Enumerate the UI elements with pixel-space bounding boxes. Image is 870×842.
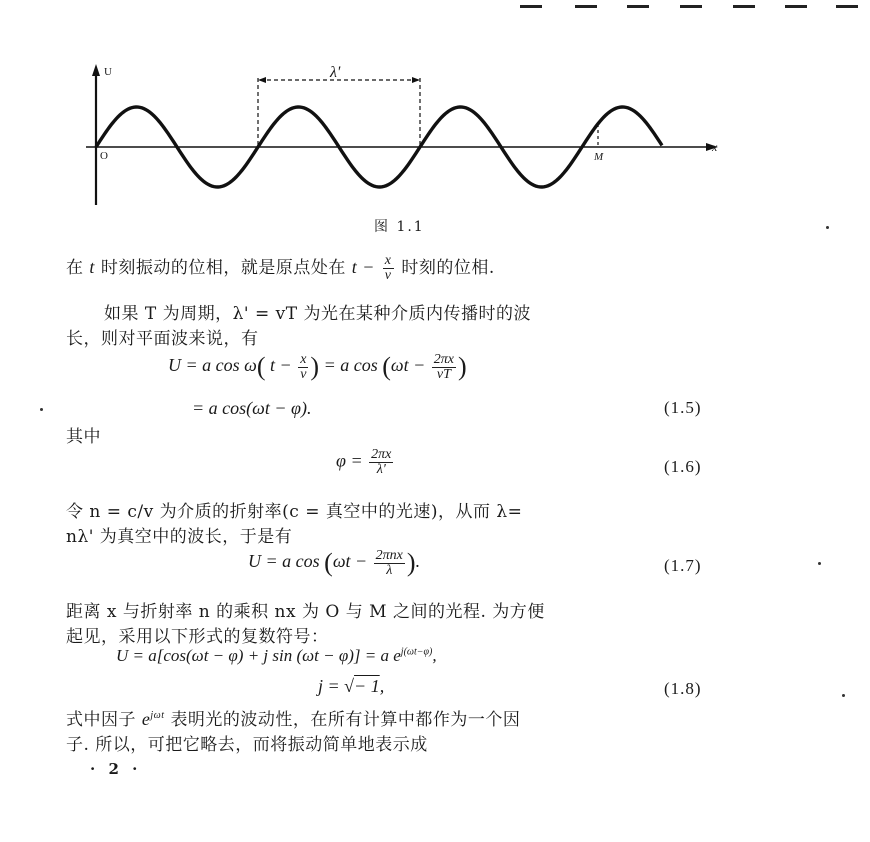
equation-1-8-number: (1.8): [664, 679, 702, 698]
para2-line1: 如果 T 为周期，λ' = vT 为光在某种介质内传播时的波: [104, 304, 531, 324]
para5-line2: 子. 所以，可把它略去，而将振动简单地表示成: [66, 735, 428, 755]
para2-line2: 长，则对平面波来说，有: [66, 329, 259, 349]
equation-1-7: U = a cos (ωt − $\frac{\text{2πnx}}{\lambda}$ ).: [248, 547, 421, 578]
equation-1-6-number: (1.6): [664, 457, 702, 476]
equation-1-8-line1: U = a[cos(ωt − φ) + j sin (ωt − φ)] = a $e^{j(\omega t-\varphi)}$,: [116, 646, 437, 665]
speck: [826, 226, 829, 229]
dim-arrow-right: [412, 77, 420, 83]
para4-line1: 距离 x 与折射率 n 的乘积 nx 为 O 与 M 之间的光程. 为方便: [66, 602, 545, 622]
equation-1-5-line1: U = a cos ω( t − $\frac{x}{v}$ ) = a cos (ωt − $\frac{2\pi x}{vT}$ ): [168, 351, 467, 382]
equation-1-5-number: (1.5): [664, 398, 702, 417]
equation-1-8-line2: j = √− 1,: [318, 676, 385, 696]
para1-line1: 在 t 时刻振动的位相，就是原点处在 t − $\frac{x}{v}$ 时刻的位相.: [66, 253, 495, 283]
para4-line2: 起见，采用以下形式的复数符号：: [66, 627, 329, 647]
equation-1-6: φ = $\frac{2\pi x}{\lambda'}$: [336, 447, 392, 477]
point-m-label: M: [594, 151, 604, 163]
qizhong-text: 其中: [66, 427, 101, 447]
wave-figure: [0, 0, 870, 215]
wavelength-label: λ': [330, 64, 341, 81]
speck: [818, 562, 821, 565]
para3-line1: 令 n = c/v 为介质的折射率(c = 真空中的光速)，从而 λ=: [66, 502, 523, 522]
x-axis-label: x: [712, 140, 718, 154]
y-axis-label: U: [104, 66, 112, 78]
figure-caption: 图 1.1: [374, 219, 425, 235]
para3-line2: nλ' 为真空中的波长，于是有: [66, 527, 293, 547]
para5-line1: 式中因子 $e^{j\omega t}$ 表明光的波动性，在所有计算中都作为一个因: [66, 709, 521, 730]
dim-arrow-left: [258, 77, 266, 83]
origin-label: O: [100, 150, 108, 162]
equation-1-7-number: (1.7): [664, 556, 702, 575]
y-axis-arrow: [92, 64, 100, 76]
speck: [40, 408, 43, 411]
page-number: · 2 ·: [90, 760, 142, 778]
speck: [842, 694, 845, 697]
equation-1-5-line2: = a cos(ωt − φ).: [192, 398, 312, 418]
